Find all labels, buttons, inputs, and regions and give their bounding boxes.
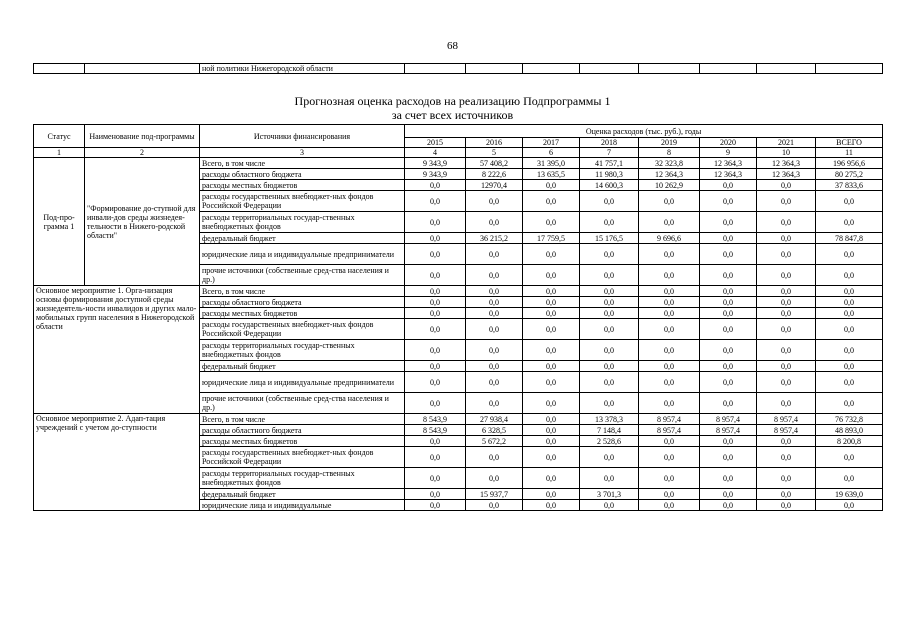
value-cell: 0,0 <box>523 489 580 500</box>
value-cell: 0,0 <box>523 393 580 414</box>
value-cell: 0,0 <box>639 489 700 500</box>
funding-source: расходы государственных внебюджет-ных фондов Российской Федерации <box>200 319 405 340</box>
value-cell: 0,0 <box>700 436 757 447</box>
value-cell: 0,0 <box>523 319 580 340</box>
header-status: Статус <box>34 125 85 148</box>
value-cell: 0,0 <box>639 500 700 511</box>
funding-source: юридические лица и индивидуальные предприниматели <box>200 244 405 265</box>
header-strip-cell <box>757 64 816 74</box>
total-value-cell: 0,0 <box>816 500 883 511</box>
value-cell: 0,0 <box>757 319 816 340</box>
value-cell: 0,0 <box>405 447 466 468</box>
value-cell: 0,0 <box>700 286 757 297</box>
value-cell: 0,0 <box>466 319 523 340</box>
value-cell: 11 980,3 <box>580 169 639 180</box>
value-cell: 0,0 <box>405 308 466 319</box>
value-cell: 0,0 <box>757 436 816 447</box>
value-cell: 0,0 <box>405 265 466 286</box>
total-value-cell: 0,0 <box>816 372 883 393</box>
value-cell: 0,0 <box>757 500 816 511</box>
value-cell: 0,0 <box>700 361 757 372</box>
funding-source: Всего, в том числе <box>200 158 405 169</box>
value-cell: 0,0 <box>639 372 700 393</box>
header-strip-text: ной политики Нижегородской области <box>200 64 405 74</box>
funding-source: расходы местных бюджетов <box>200 436 405 447</box>
value-cell: 0,0 <box>523 372 580 393</box>
value-cell: 6 328,5 <box>466 425 523 436</box>
value-cell: 0,0 <box>466 297 523 308</box>
value-cell: 0,0 <box>405 319 466 340</box>
value-cell: 0,0 <box>405 361 466 372</box>
value-cell: 0,0 <box>523 414 580 425</box>
value-cell: 9 696,6 <box>639 233 700 244</box>
value-cell: 12 364,3 <box>700 169 757 180</box>
value-cell: 12 364,3 <box>639 169 700 180</box>
total-value-cell: 37 833,6 <box>816 180 883 191</box>
total-value-cell: 76 732,8 <box>816 414 883 425</box>
value-cell: 0,0 <box>523 297 580 308</box>
table-row <box>34 286 883 297</box>
value-cell: 0,0 <box>405 212 466 233</box>
value-cell: 0,0 <box>405 468 466 489</box>
value-cell: 0,0 <box>757 468 816 489</box>
value-cell: 0,0 <box>466 265 523 286</box>
total-value-cell: 0,0 <box>816 340 883 361</box>
value-cell: 0,0 <box>466 393 523 414</box>
total-value-cell: 0,0 <box>816 297 883 308</box>
value-cell: 0,0 <box>580 447 639 468</box>
value-cell: 0,0 <box>580 286 639 297</box>
header-year: 2018 <box>580 138 639 148</box>
value-cell: 0,0 <box>466 212 523 233</box>
value-cell: 0,0 <box>757 489 816 500</box>
value-cell: 13 635,5 <box>523 169 580 180</box>
header-column-number: 9 <box>700 148 757 158</box>
value-cell: 0,0 <box>639 319 700 340</box>
value-cell: 0,0 <box>639 361 700 372</box>
total-value-cell: 0,0 <box>816 308 883 319</box>
value-cell: 32 323,8 <box>639 158 700 169</box>
value-cell: 0,0 <box>466 308 523 319</box>
funding-source: прочие источники (собственные сред-ства населения и др.) <box>200 265 405 286</box>
funding-source: расходы территориальных государ-ственных внебюджетных фондов <box>200 340 405 361</box>
value-cell: 0,0 <box>466 372 523 393</box>
value-cell: 0,0 <box>405 489 466 500</box>
value-cell: 10 262,9 <box>639 180 700 191</box>
value-cell: 0,0 <box>757 361 816 372</box>
value-cell: 0,0 <box>580 372 639 393</box>
value-cell: 0,0 <box>580 500 639 511</box>
header-column-number: 2 <box>85 148 200 158</box>
value-cell: 0,0 <box>639 265 700 286</box>
value-cell: 0,0 <box>466 244 523 265</box>
header-strip-cell <box>700 64 757 74</box>
value-cell: 8 543,9 <box>405 414 466 425</box>
total-value-cell: 0,0 <box>816 447 883 468</box>
funding-source: прочие источники (собственные сред-ства населения и др.) <box>200 393 405 414</box>
header-strip-cell <box>466 64 523 74</box>
value-cell: 0,0 <box>757 393 816 414</box>
value-cell: 0,0 <box>757 340 816 361</box>
value-cell: 0,0 <box>700 340 757 361</box>
value-cell: 0,0 <box>523 436 580 447</box>
value-cell: 0,0 <box>580 244 639 265</box>
value-cell: 0,0 <box>405 286 466 297</box>
total-value-cell: 0,0 <box>816 468 883 489</box>
value-cell: 8 957,4 <box>639 425 700 436</box>
value-cell: 0,0 <box>700 393 757 414</box>
header-year: 2017 <box>523 138 580 148</box>
total-value-cell: 0,0 <box>816 191 883 212</box>
group-name: Основное мероприятие 2. Адап-тация учреждений с учетом до-ступности <box>34 414 200 511</box>
value-cell: 0,0 <box>700 372 757 393</box>
value-cell: 0,0 <box>580 297 639 308</box>
value-cell: 0,0 <box>466 191 523 212</box>
value-cell: 0,0 <box>523 308 580 319</box>
value-cell: 0,0 <box>639 436 700 447</box>
header-year: 2016 <box>466 138 523 148</box>
value-cell: 0,0 <box>757 447 816 468</box>
funding-source: Всего, в том числе <box>200 286 405 297</box>
header-strip-cell <box>34 64 85 74</box>
value-cell: 0,0 <box>580 212 639 233</box>
value-cell: 0,0 <box>639 244 700 265</box>
total-value-cell: 0,0 <box>816 244 883 265</box>
value-cell: 0,0 <box>580 308 639 319</box>
value-cell: 0,0 <box>700 447 757 468</box>
value-cell: 0,0 <box>700 319 757 340</box>
value-cell: 0,0 <box>757 244 816 265</box>
total-value-cell: 78 847,8 <box>816 233 883 244</box>
header-year: 2019 <box>639 138 700 148</box>
value-cell: 0,0 <box>580 319 639 340</box>
header-column-number: 4 <box>405 148 466 158</box>
value-cell: 12970,4 <box>466 180 523 191</box>
value-cell: 14 600,3 <box>580 180 639 191</box>
header-column-number: 6 <box>523 148 580 158</box>
funding-source: федеральный бюджет <box>200 489 405 500</box>
page-number: 68 <box>447 40 458 52</box>
total-value-cell: 196 956,6 <box>816 158 883 169</box>
value-cell: 3 701,3 <box>580 489 639 500</box>
budget-table <box>33 124 883 511</box>
value-cell: 0,0 <box>757 180 816 191</box>
table-row <box>34 414 883 425</box>
value-cell: 15 176,5 <box>580 233 639 244</box>
value-cell: 27 938,4 <box>466 414 523 425</box>
value-cell: 0,0 <box>757 265 816 286</box>
value-cell: 0,0 <box>700 233 757 244</box>
value-cell: 0,0 <box>757 286 816 297</box>
total-value-cell: 0,0 <box>816 393 883 414</box>
value-cell: 0,0 <box>580 265 639 286</box>
total-value-cell: 8 200,8 <box>816 436 883 447</box>
funding-source: расходы государственных внебюджет-ных фондов Российской Федерации <box>200 191 405 212</box>
value-cell: 9 343,9 <box>405 158 466 169</box>
total-value-cell: 80 275,2 <box>816 169 883 180</box>
value-cell: 0,0 <box>405 436 466 447</box>
header-strip-cell <box>523 64 580 74</box>
value-cell: 0,0 <box>757 297 816 308</box>
value-cell: 0,0 <box>523 244 580 265</box>
funding-source: расходы областного бюджета <box>200 297 405 308</box>
header-column-number: 1 <box>34 148 85 158</box>
funding-source: федеральный бюджет <box>200 361 405 372</box>
total-value-cell: 19 639,0 <box>816 489 883 500</box>
value-cell: 0,0 <box>757 212 816 233</box>
value-cell: 31 395,0 <box>523 158 580 169</box>
value-cell: 0,0 <box>523 286 580 297</box>
value-cell: 8 222,6 <box>466 169 523 180</box>
value-cell: 0,0 <box>523 340 580 361</box>
value-cell: 0,0 <box>466 286 523 297</box>
value-cell: 15 937,7 <box>466 489 523 500</box>
value-cell: 0,0 <box>639 212 700 233</box>
value-cell: 7 148,4 <box>580 425 639 436</box>
value-cell: 0,0 <box>523 265 580 286</box>
value-cell: 0,0 <box>580 361 639 372</box>
value-cell: 0,0 <box>700 500 757 511</box>
value-cell: 0,0 <box>523 212 580 233</box>
value-cell: 8 957,4 <box>700 425 757 436</box>
value-cell: 0,0 <box>700 212 757 233</box>
header-strip-cell <box>639 64 700 74</box>
funding-source: расходы государственных внебюджет-ных фондов Российской Федерации <box>200 447 405 468</box>
total-value-cell: 0,0 <box>816 212 883 233</box>
document-subtitle: за счет всех источников <box>391 108 514 122</box>
value-cell: 0,0 <box>700 308 757 319</box>
header-strip-table <box>33 63 883 74</box>
document-title: Прогнозная оценка расходов на реализацию Подпрограммы 1 <box>294 94 611 108</box>
value-cell: 0,0 <box>700 468 757 489</box>
value-cell: 0,0 <box>639 308 700 319</box>
header-column-number: 7 <box>580 148 639 158</box>
header-estimate: Оценка расходов (тыс. руб.), годы <box>405 125 883 138</box>
value-cell: 0,0 <box>639 297 700 308</box>
value-cell: 41 757,1 <box>580 158 639 169</box>
value-cell: 0,0 <box>639 393 700 414</box>
funding-source: юридические лица и индивидуальные <box>200 500 405 511</box>
header-column-number: 10 <box>757 148 816 158</box>
value-cell: 0,0 <box>580 191 639 212</box>
value-cell: 0,0 <box>466 500 523 511</box>
header-strip-cell <box>85 64 200 74</box>
value-cell: 5 672,2 <box>466 436 523 447</box>
funding-source: расходы местных бюджетов <box>200 308 405 319</box>
funding-source: Всего, в том числе <box>200 414 405 425</box>
header-year: 2015 <box>405 138 466 148</box>
header-column-number: 3 <box>200 148 405 158</box>
value-cell: 0,0 <box>523 191 580 212</box>
value-cell: 0,0 <box>639 447 700 468</box>
funding-source: расходы территориальных государ-ственных внебюджетных фондов <box>200 468 405 489</box>
value-cell: 0,0 <box>405 244 466 265</box>
value-cell: 0,0 <box>580 468 639 489</box>
group-name: "Формирование до-ступной для инвали-дов среды жизнедея-тельности в Нижего-родской области" <box>85 158 200 286</box>
value-cell: 0,0 <box>580 340 639 361</box>
funding-source: расходы территориальных государ-ственных внебюджетных фондов <box>200 212 405 233</box>
value-cell: 0,0 <box>757 372 816 393</box>
value-cell: 0,0 <box>700 265 757 286</box>
funding-source: расходы местных бюджетов <box>200 180 405 191</box>
value-cell: 0,0 <box>523 180 580 191</box>
value-cell: 0,0 <box>405 340 466 361</box>
value-cell: 0,0 <box>466 447 523 468</box>
value-cell: 0,0 <box>523 500 580 511</box>
value-cell: 8 957,4 <box>639 414 700 425</box>
value-cell: 0,0 <box>700 244 757 265</box>
value-cell: 0,0 <box>700 180 757 191</box>
funding-source: федеральный бюджет <box>200 233 405 244</box>
funding-source: юридические лица и индивидуальные предприниматели <box>200 372 405 393</box>
value-cell: 12 364,3 <box>757 158 816 169</box>
value-cell: 0,0 <box>523 361 580 372</box>
value-cell: 0,0 <box>405 180 466 191</box>
value-cell: 0,0 <box>466 340 523 361</box>
value-cell: 36 215,2 <box>466 233 523 244</box>
header-strip-cell <box>816 64 883 74</box>
value-cell: 0,0 <box>405 500 466 511</box>
header-column-number: 5 <box>466 148 523 158</box>
value-cell: 0,0 <box>405 233 466 244</box>
value-cell: 0,0 <box>639 191 700 212</box>
header-year: ВСЕГО <box>816 138 883 148</box>
value-cell: 0,0 <box>580 393 639 414</box>
total-value-cell: 48 893,0 <box>816 425 883 436</box>
value-cell: 0,0 <box>700 297 757 308</box>
value-cell: 0,0 <box>466 361 523 372</box>
group-status: Под-про-грамма 1 <box>34 158 85 286</box>
value-cell: 0,0 <box>639 468 700 489</box>
value-cell: 8 957,4 <box>757 425 816 436</box>
header-strip-cell <box>405 64 466 74</box>
header-year: 2020 <box>700 138 757 148</box>
value-cell: 0,0 <box>405 297 466 308</box>
value-cell: 12 364,3 <box>757 169 816 180</box>
value-cell: 0,0 <box>523 447 580 468</box>
header-column-number: 11 <box>816 148 883 158</box>
total-value-cell: 0,0 <box>816 265 883 286</box>
total-value-cell: 0,0 <box>816 319 883 340</box>
value-cell: 0,0 <box>405 191 466 212</box>
value-cell: 57 408,2 <box>466 158 523 169</box>
value-cell: 0,0 <box>700 191 757 212</box>
total-value-cell: 0,0 <box>816 286 883 297</box>
total-value-cell: 0,0 <box>816 361 883 372</box>
value-cell: 2 528,6 <box>580 436 639 447</box>
header-column-number: 8 <box>639 148 700 158</box>
header-year: 2021 <box>757 138 816 148</box>
value-cell: 17 759,5 <box>523 233 580 244</box>
header-strip-cell <box>580 64 639 74</box>
value-cell: 0,0 <box>405 393 466 414</box>
header-sources: Источники финансирования <box>200 125 405 148</box>
value-cell: 0,0 <box>639 286 700 297</box>
value-cell: 13 378,3 <box>580 414 639 425</box>
value-cell: 0,0 <box>523 425 580 436</box>
value-cell: 8 957,4 <box>757 414 816 425</box>
value-cell: 0,0 <box>639 340 700 361</box>
value-cell: 9 343,9 <box>405 169 466 180</box>
value-cell: 0,0 <box>523 468 580 489</box>
funding-source: расходы областного бюджета <box>200 169 405 180</box>
value-cell: 0,0 <box>757 308 816 319</box>
table-row <box>34 158 883 169</box>
value-cell: 8 543,9 <box>405 425 466 436</box>
value-cell: 0,0 <box>466 468 523 489</box>
group-name: Основное мероприятие 1. Орга-низация основы формирования доступной среды жизнедеятель-ности инвалидов и других мало-мобильных групп населения в Нижегородской области <box>34 286 200 414</box>
value-cell: 0,0 <box>700 489 757 500</box>
header-name: Наименование под-программы <box>85 125 200 148</box>
value-cell: 12 364,3 <box>700 158 757 169</box>
value-cell: 0,0 <box>757 191 816 212</box>
funding-source: расходы областного бюджета <box>200 425 405 436</box>
value-cell: 0,0 <box>757 233 816 244</box>
value-cell: 0,0 <box>405 372 466 393</box>
value-cell: 8 957,4 <box>700 414 757 425</box>
